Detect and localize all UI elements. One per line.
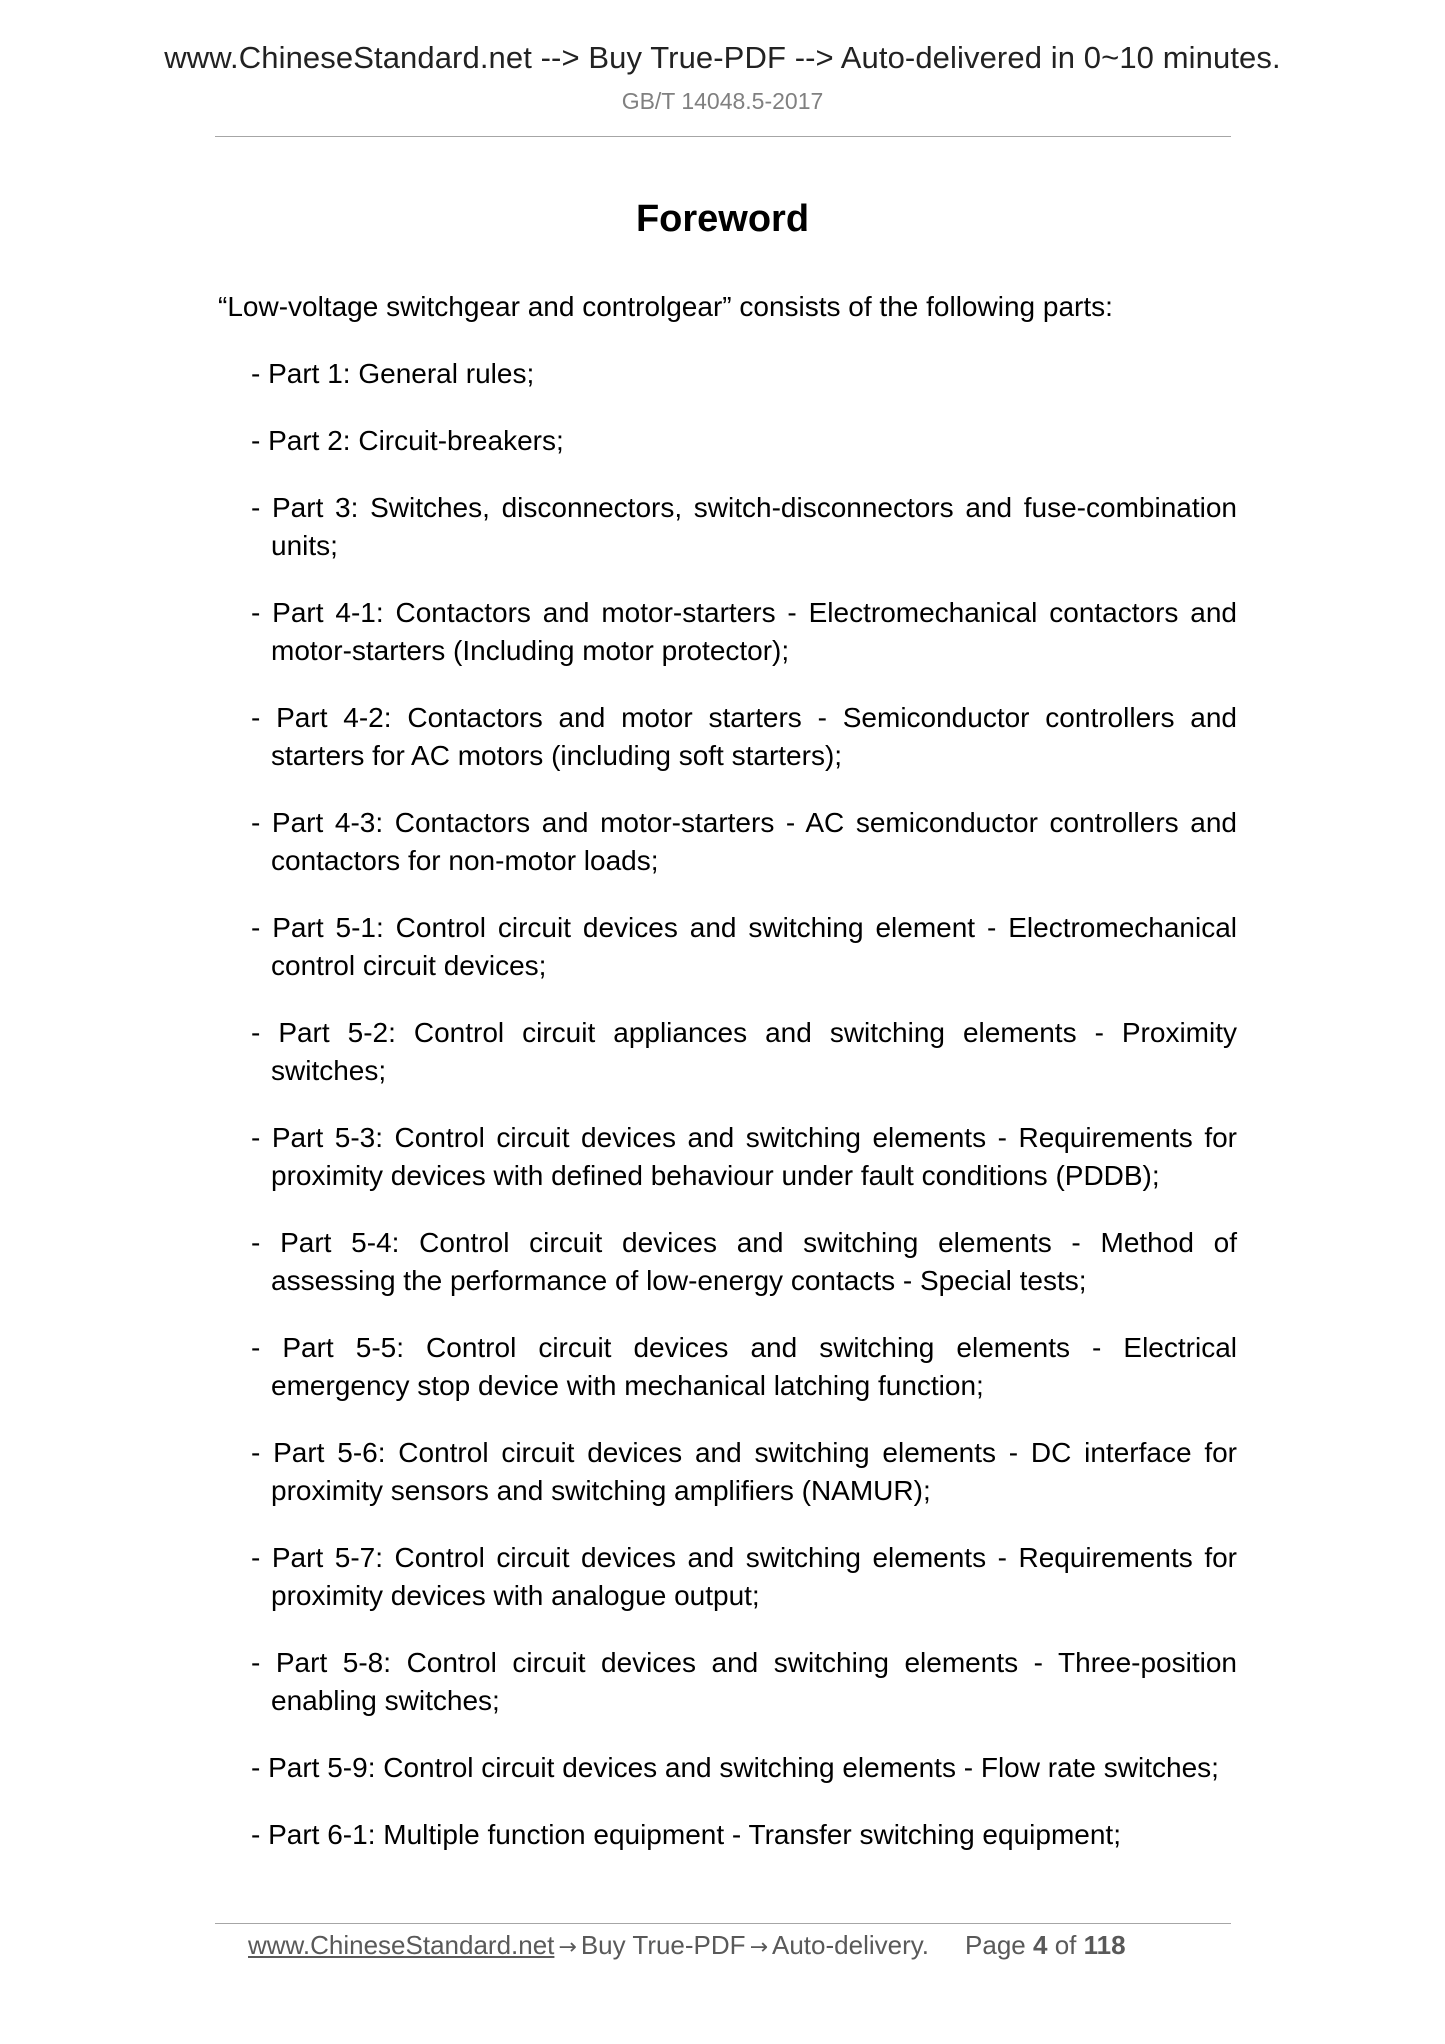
list-item: - Part 5-3: Control circuit devices and switching elements - Requirements for proximity devices with defined behaviour under fault conditions (PDDB); bbox=[251, 1122, 1237, 1191]
site-banner: www.ChineseStandard.net --> Buy True-PDF --> Auto-delivered in 0~10 minutes. bbox=[164, 40, 1281, 75]
list-item: - Part 5-4: Control circuit devices and switching elements - Method of assessing the performance of low-energy contacts - Special tests; bbox=[251, 1227, 1237, 1296]
list-item: - Part 5-5: Control circuit devices and switching elements - Electrical emergency stop device with mechanical latching function; bbox=[251, 1332, 1237, 1401]
page-current: 4 bbox=[1033, 1930, 1048, 1960]
footer-divider bbox=[215, 1923, 1231, 1924]
list-item: - Part 5-6: Control circuit devices and switching elements - DC interface for proximity sensors and switching amplifiers (NAMUR); bbox=[251, 1437, 1237, 1506]
list-item: - Part 5-7: Control circuit devices and switching elements - Requirements for proximity devices with analogue output; bbox=[251, 1542, 1237, 1611]
parts-list bbox=[251, 355, 1237, 1883]
arrow-right-icon: → bbox=[558, 1935, 577, 1960]
intro-paragraph: “Low-voltage switchgear and controlgear” consists of the following parts: bbox=[218, 291, 1113, 322]
list-item: - Part 1: General rules; bbox=[251, 358, 535, 389]
delivery-text: Auto-delivery. bbox=[772, 1930, 930, 1960]
list-item: - Part 5-2: Control circuit appliances and switching elements - Proximity switches; bbox=[251, 1017, 1237, 1086]
list-item: - Part 4-2: Contactors and motor starters - Semiconductor controllers and starters for AC motors (including soft starters); bbox=[251, 702, 1237, 771]
header-divider bbox=[215, 136, 1231, 137]
list-item: - Part 5-8: Control circuit devices and switching elements - Three-position enabling switches; bbox=[251, 1647, 1237, 1716]
page-of: of bbox=[1054, 1930, 1077, 1960]
arrow-right-icon: → bbox=[749, 1935, 768, 1960]
site-link[interactable]: www.ChineseStandard.net bbox=[248, 1930, 555, 1960]
list-item: - Part 3: Switches, disconnectors, switch-disconnectors and fuse-combination units; bbox=[251, 492, 1237, 561]
list-item: - Part 5-9: Control circuit devices and switching elements - Flow rate switches; bbox=[251, 1752, 1219, 1783]
page-label: Page bbox=[965, 1930, 1026, 1960]
list-item: - Part 5-1: Control circuit devices and switching element - Electromechanical control circuit devices; bbox=[251, 912, 1237, 981]
list-item: - Part 4-1: Contactors and motor-starters - Electromechanical contactors and motor-starters (Including motor protector); bbox=[251, 597, 1237, 666]
page-title: Foreword bbox=[635, 198, 810, 240]
list-item: - Part 2: Circuit-breakers; bbox=[251, 425, 564, 456]
buy-text: Buy True-PDF bbox=[580, 1930, 746, 1960]
document-code: GB/T 14048.5-2017 bbox=[621, 88, 824, 114]
page-footer bbox=[248, 1927, 1126, 1966]
list-item: - Part 4-3: Contactors and motor-starters - AC semiconductor controllers and contactors for non-motor loads; bbox=[251, 807, 1237, 876]
list-item: - Part 6-1: Multiple function equipment - Transfer switching equipment; bbox=[251, 1819, 1121, 1850]
page-total: 118 bbox=[1083, 1930, 1126, 1960]
